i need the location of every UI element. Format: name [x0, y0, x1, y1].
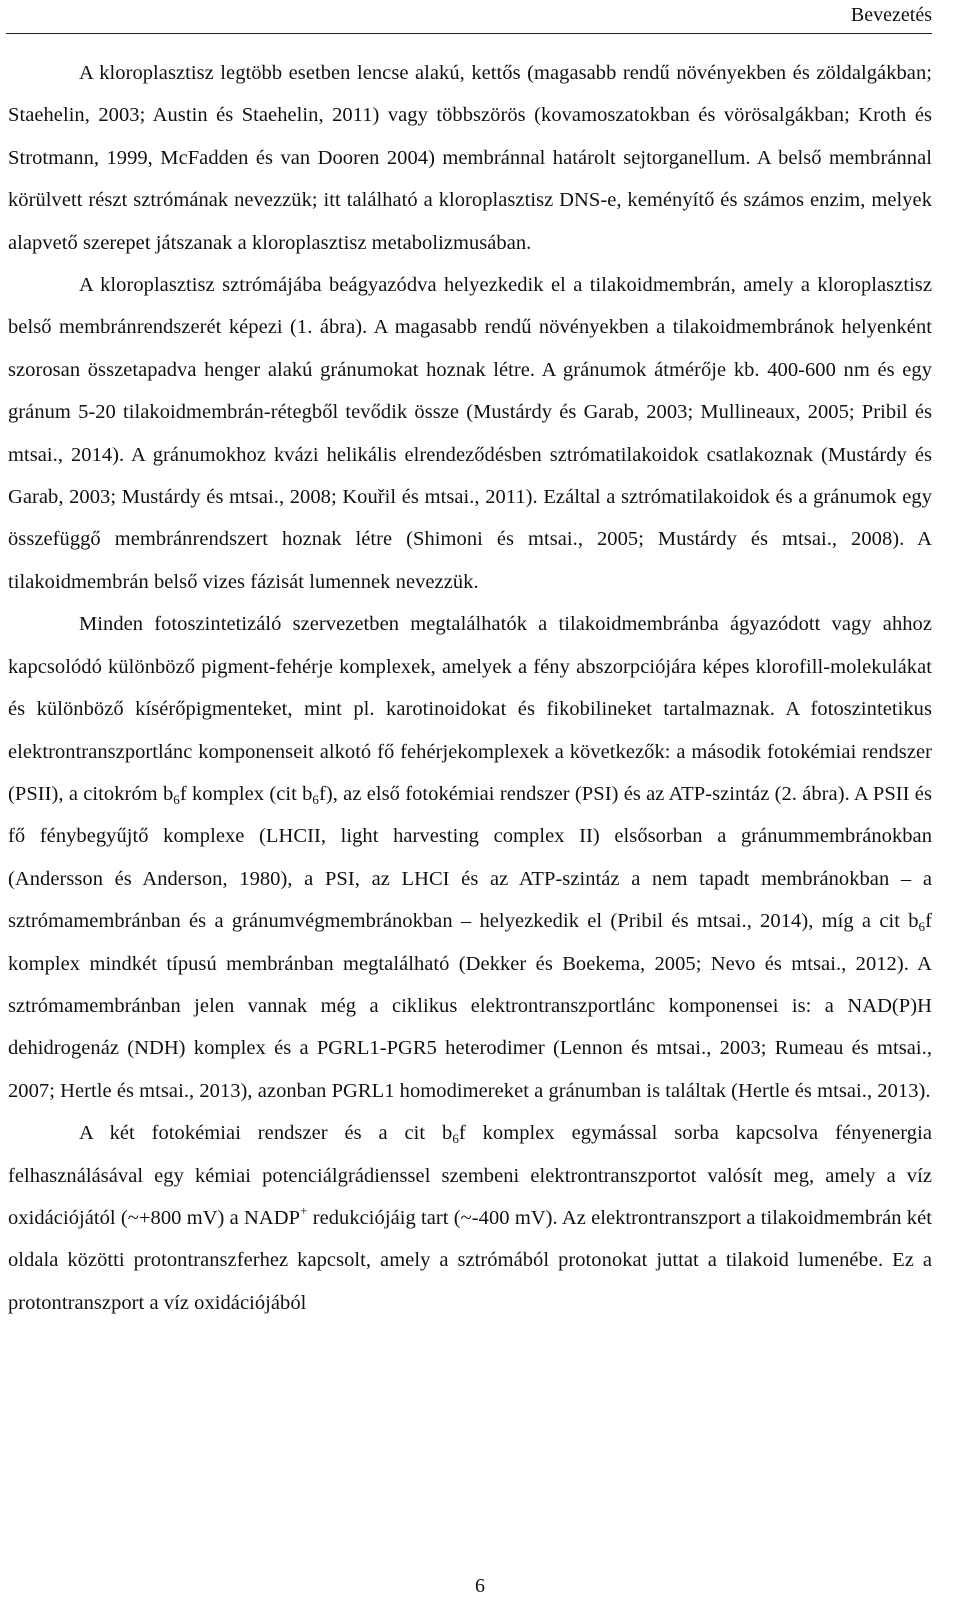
text-run: f), az első fotokémiai rendszer (PSI) és az ATP-szintáz (2. ábra). A PSII és fő fénybegyűjtő komplexe (LHCII, light harvesting complex II) elsősorban a gránummembránokban (Andersson és Anderson, 1980), a PSI, az LHCI és az ATP-szintáz a nem tapadt membránokban – a sztrómamembránban és a gránumvégmembránokban – helyezkedik el (Pribil és mtsai., 2014), míg a cit b — [8, 782, 932, 933]
text-run: f komplex egymással sorba kapcsolva fényenergia felhasználásával egy kémiai potenciálgrádienssel szembeni elektrontranszportot valósít meg, amely a víz oxidációjától (~+800 mV) a NADP — [8, 1122, 932, 1229]
body-text — [8, 52, 932, 1324]
paragraph-p4 — [8, 1112, 932, 1324]
text-run: f komplex (cit b — [179, 782, 313, 805]
subscript: 6 — [918, 919, 926, 935]
page-number: 6 — [475, 1575, 485, 1597]
subscript: 6 — [452, 1131, 459, 1147]
text-run: A kloroplasztisz sztrómájába beágyazódva helyezkedik el a tilakoidmembrán, amely a kloroplasztisz belső membránrendszerét képezi (1. ábra). A magasabb rendű növényekben a tilakoidmembránok helyenként szorosan összetapadva henger alakú gránumokat hoznak létre. A gránumok átmérője kb. 400-600 nm és egy gránum 5-20 tilakoidmembrán-rétegből tevődik össze (Mustárdy és Garab, 2003; Mullineaux, 2005; Pribil és mtsai., 2014). A gránumokhoz kvázi helikális elrendeződésben sztrómatilakoidok csatlakoznak (Mustárdy és Garab, 2003; Mustárdy és mtsai., 2008; Kouřil és mtsai., 2011). Ezáltal a sztrómatilakoidok és a gránumok egy összefüggő membránrendszert hoznak létre (Shimoni és mtsai., 2005; Mustárdy és mtsai., 2008). A tilakoidmembrán belső vizes fázisát lumennek nevezzük. — [8, 274, 932, 593]
subscript: 6 — [173, 791, 180, 807]
running-header: Bevezetés — [850, 4, 932, 26]
text-run: redukciójáig tart (~-400 mV). Az elektrontranszport a tilakoidmembrán két oldala közötti protontranszferhez kapcsolt, amely a sztrómából protonokat juttat a tilakoid lumenébe. Ez a protontranszport a víz oxidációjából — [8, 1206, 932, 1314]
text-run: A két fotokémiai rendszer és a cit b — [79, 1122, 453, 1145]
paragraph-p2 — [8, 264, 932, 603]
text-run: Minden fotoszintetizáló szervezetben megtalálhatók a tilakoidmembránba ágyazódott vagy ahhoz kapcsolódó különböző pigment-fehérje komplexek, amelyek a fény abszorpciójára képes klorofill-molekulákat és különböző kísérőpigmenteket, mint pl. karotinoidokat és fikobilineket tartalmaznak. A fotoszintetikus elektrontranszportlánc komponenseit alkotó fő fehérjekomplexek a következők: a második fotokémiai rendszer (PSII), a citokróm b — [8, 613, 932, 805]
superscript: + — [300, 1202, 308, 1218]
text-run: f komplex mindkét típusú membránban megtalálható (Dekker és Boekema, 2005; Nevo és mtsai., 2012). A sztrómamembránban jelen vannak még a ciklikus elektrontranszportlánc komponensei is: a NAD(P)H dehidrogenáz (NDH) komplex és a PGRL1-PGR5 heterodimer (Lennon és mtsai., 2003; Rumeau és mtsai., 2007; Hertle és mtsai., 2013), azonban PGRL1 homodimereket a gránumban is találtak (Hertle és mtsai., 2013). — [8, 910, 932, 1102]
paragraph-p3 — [8, 603, 932, 1112]
paragraph-p1 — [8, 52, 932, 264]
subscript: 6 — [312, 791, 319, 807]
header-rule — [6, 33, 932, 34]
text-run: A kloroplasztisz legtöbb esetben lencse alakú, kettős (magasabb rendű növényekben és zöldalgákban; Staehelin, 2003; Austin és Staehelin, 2011) vagy többszörös (kovamoszatokban és vörösalgákban; Kroth és Strotmann, 1999, McFadden és van Dooren 2004) membránnal határolt sejtorganellum. A belső membránnal körülvett részt sztrómának nevezzük; itt található a kloroplasztisz DNS-e, keményítő és számos enzim, melyek alapvető szerepet játszanak a kloroplasztisz metabolizmusában. — [8, 62, 932, 254]
